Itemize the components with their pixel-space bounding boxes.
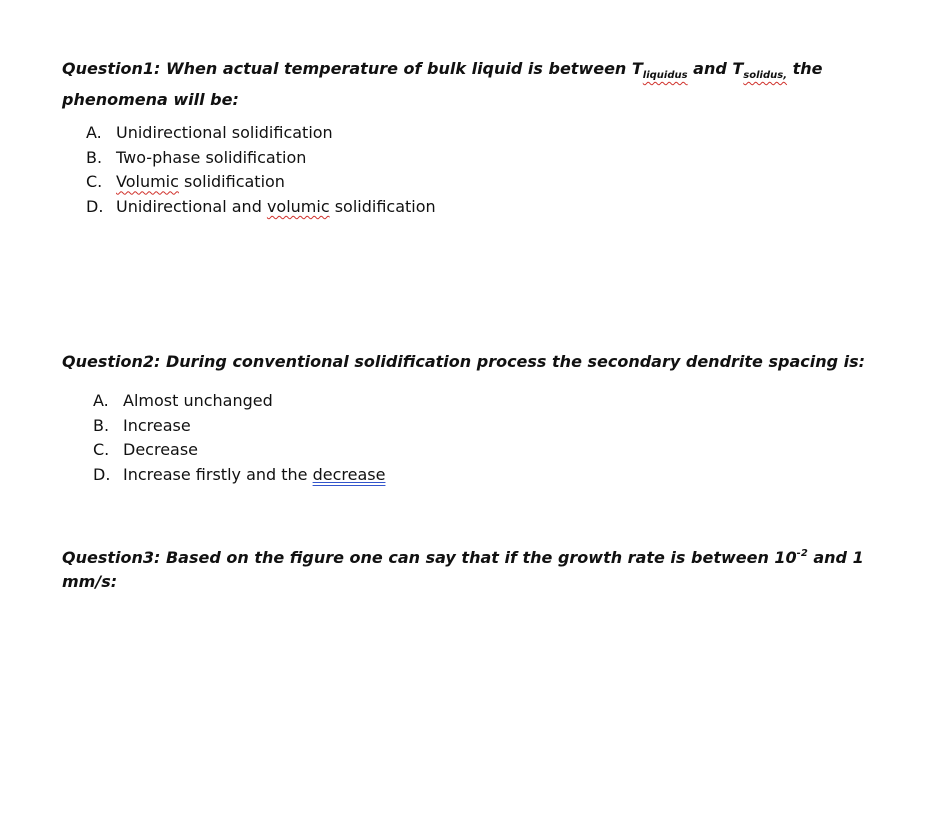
question-1-options: [86, 121, 436, 220]
spellcheck-word: volumic: [266, 197, 330, 217]
option-d: D. Increase firstly and the decrease: [93, 465, 386, 485]
subscript-liquidus: liquidus: [642, 70, 688, 81]
option-a: A. Almost unchanged: [93, 391, 273, 410]
grammar-check-word: decrease: [312, 465, 386, 485]
question-1: Question1: When actual temperature of bulk liquid is between $T_{liquidus}$ and $T_{solidus,}$ the phenomena will be:: [62, 59, 823, 109]
option-b: B. Two-phase solidification: [86, 147, 307, 167]
option-a: A. Unidirectional solidification: [86, 123, 333, 142]
option-c: C. Decrease: [93, 440, 199, 460]
option-b: B. Increase: [93, 415, 191, 435]
exponent: -2: [796, 548, 808, 559]
question-2: Question2: During conventional solidification process the secondary dendrite spacing is:: [62, 352, 866, 371]
spellcheck-word: Volumic: [116, 172, 179, 192]
subscript-solidus: solidus,: [743, 70, 788, 81]
question-3: Question3: Based on the figure one can say that if the growth rate is between $10^{-2}$ and 1 mm/s:: [62, 548, 864, 591]
option-d: D. Unidirectional and volumic solidification: [86, 197, 436, 217]
question-2-options: [93, 389, 385, 488]
option-c: C. Volumic solidification: [86, 172, 285, 192]
